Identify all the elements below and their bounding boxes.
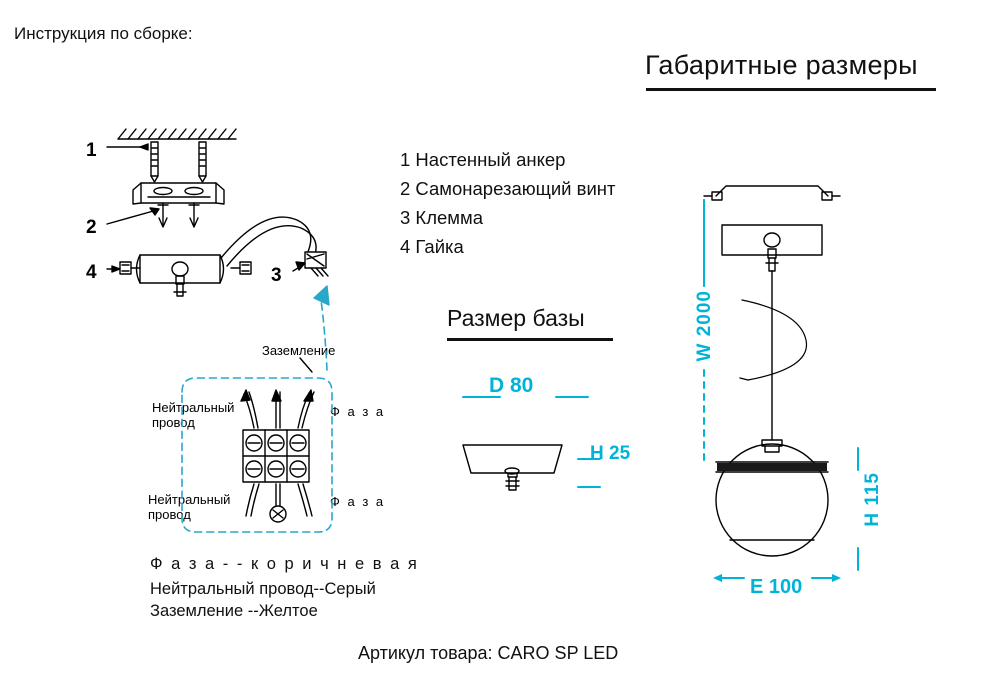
article-code: Артикул товара: CARO SP LED <box>358 643 619 663</box>
fixture-dimension-guides <box>704 200 858 582</box>
dimension-label-base-height: H 25 <box>590 443 631 464</box>
globe-accent-band <box>717 463 827 471</box>
base-size-heading: Размер базы <box>447 305 585 331</box>
callout-marker-3: 3 <box>271 265 282 286</box>
self-tapping-screw-left <box>158 203 168 227</box>
nut-right <box>231 262 251 274</box>
dimension-label-base-diameter: D 80 <box>489 374 534 397</box>
color-key-neutral: Нейтральный провод--Серый <box>150 580 376 598</box>
color-key-phase: Ф а з а - - к о р и ч н е в а я <box>150 555 419 573</box>
terminal-connector <box>305 252 328 276</box>
parts-legend-item-1: 1 Настенный анкер <box>400 149 566 170</box>
terminal-wires-top <box>241 390 314 428</box>
fixture-elevation-drawing <box>704 186 840 556</box>
parts-legend-item-2: 2 Самонарезающий винт <box>400 178 616 199</box>
ceiling-surface <box>118 129 236 139</box>
wire-label-neutral-top-line1: Нейтральный <box>152 400 235 415</box>
wall-anchor-left <box>151 142 158 182</box>
terminal-block-detail <box>243 430 309 482</box>
dimension-label-fixture-height: H 115 <box>862 472 883 527</box>
wiring-detail-callout-box <box>182 300 332 532</box>
callout-marker-4: 4 <box>86 262 97 283</box>
wiring-callout-arrow <box>314 286 329 305</box>
terminal-wires-bottom <box>246 484 312 516</box>
instruction-title: Инструкция по сборке: <box>14 24 193 43</box>
overall-dimensions-heading: Габаритные размеры <box>645 50 918 80</box>
wall-anchor-right <box>199 142 206 182</box>
parts-legend-item-4: 4 Гайка <box>400 236 464 257</box>
color-key-ground: Заземление --Желтое <box>150 602 318 620</box>
base-profile-drawing <box>463 445 562 490</box>
self-tapping-screw-right <box>189 203 199 227</box>
mounting-bracket <box>133 183 224 204</box>
wire-label-ground: Заземление <box>262 343 336 358</box>
ground-label-leader <box>300 358 312 372</box>
callout-marker-1: 1 <box>86 140 97 161</box>
wire-label-neutral-bottom-line1: Нейтральный <box>148 492 231 507</box>
wire-label-neutral-bottom-line2: провод <box>148 507 191 522</box>
wire-label-phase-bottom: Ф а з а <box>330 494 386 509</box>
dimension-label-globe-diameter: E 100 <box>750 576 803 598</box>
dimension-label-cord-length: W 2000 <box>694 290 715 362</box>
supply-cable <box>221 217 316 266</box>
parts-legend-item-3: 3 Клемма <box>400 207 484 228</box>
wire-label-neutral-top-line2: провод <box>152 415 195 430</box>
wire-label-phase-top: Ф а з а <box>330 404 386 419</box>
canopy-body <box>137 255 224 296</box>
ground-symbol <box>270 506 286 522</box>
callout-marker-2: 2 <box>86 217 97 238</box>
